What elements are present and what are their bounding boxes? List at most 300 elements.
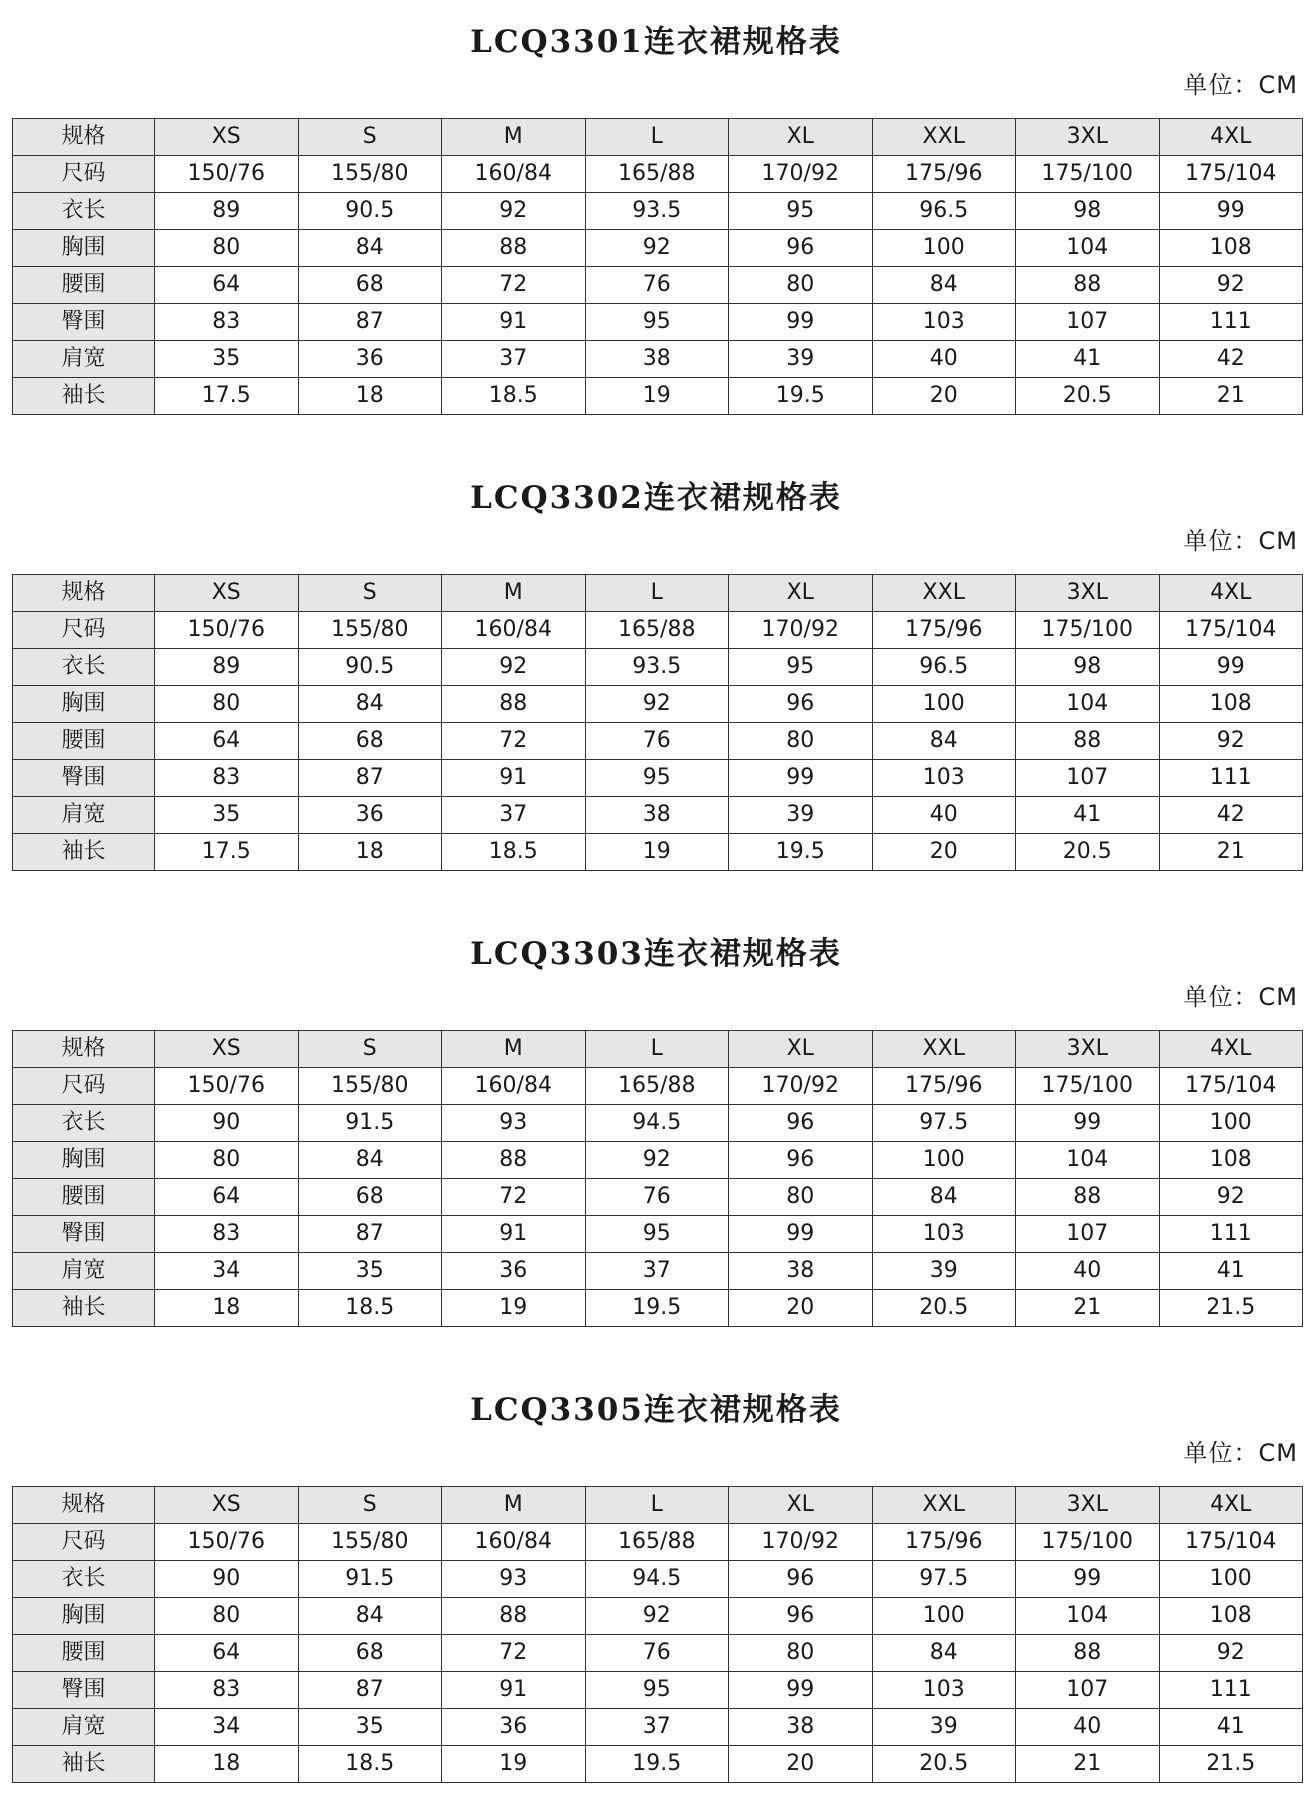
size-header-cell: XS [155,1031,299,1068]
size-header-cell: 3XL [1016,119,1160,156]
value-cell: 99 [1159,193,1303,230]
row-label-cell: 腰围 [13,723,155,760]
row-label-cell: 臀围 [13,304,155,341]
value-cell: 99 [729,1216,873,1253]
value-cell: 104 [1016,1598,1160,1635]
table-row [13,230,1303,267]
value-cell: 38 [585,797,729,834]
value-cell: 175/100 [1016,1068,1160,1105]
value-cell: 92 [585,1142,729,1179]
value-cell: 37 [442,341,586,378]
table-row [13,1635,1303,1672]
value-cell: 155/80 [298,1524,442,1561]
value-cell: 68 [298,1635,442,1672]
value-cell: 40 [1016,1709,1160,1746]
spec-table [12,1486,1303,1783]
value-cell: 111 [1159,1216,1303,1253]
value-cell: 100 [1159,1561,1303,1598]
value-cell: 20 [872,378,1016,415]
value-cell: 21 [1016,1746,1160,1783]
value-cell: 18.5 [442,378,586,415]
value-cell: 165/88 [585,1068,729,1105]
size-header-cell: L [585,1487,729,1524]
size-header-cell: L [585,1031,729,1068]
value-cell: 103 [872,304,1016,341]
value-cell: 20.5 [1016,378,1160,415]
value-cell: 76 [585,267,729,304]
row-label-cell: 衣长 [13,193,155,230]
value-cell: 100 [1159,1105,1303,1142]
table-row [13,649,1303,686]
row-label-cell: 腰围 [13,1635,155,1672]
value-cell: 95 [585,1672,729,1709]
row-label-cell: 腰围 [13,267,155,304]
table-header-row [13,575,1303,612]
value-cell: 165/88 [585,156,729,193]
value-cell: 104 [1016,686,1160,723]
value-cell: 92 [585,686,729,723]
value-cell: 175/104 [1159,1068,1303,1105]
value-cell: 92 [1159,267,1303,304]
table-header-row [13,119,1303,156]
value-cell: 108 [1159,230,1303,267]
value-cell: 99 [1016,1105,1160,1142]
size-header-cell: XXL [872,1487,1016,1524]
row-label-cell: 袖长 [13,1290,155,1327]
table-row [13,1524,1303,1561]
value-cell: 175/104 [1159,1524,1303,1561]
value-cell: 90.5 [298,649,442,686]
row-label-cell: 尺码 [13,1524,155,1561]
value-cell: 108 [1159,1142,1303,1179]
value-cell: 72 [442,723,586,760]
table-row [13,723,1303,760]
value-cell: 175/100 [1016,1524,1160,1561]
unit-label: 单位：CM [1183,71,1298,99]
value-cell: 80 [155,1142,299,1179]
value-cell: 92 [442,649,586,686]
value-cell: 150/76 [155,1068,299,1105]
table-title: LCQ3305连衣裙规格表 [470,1392,842,1428]
value-cell: 20.5 [872,1290,1016,1327]
value-cell: 88 [1016,723,1160,760]
value-cell: 64 [155,1179,299,1216]
value-cell: 97.5 [872,1561,1016,1598]
row-label-cell: 臀围 [13,760,155,797]
table-row [13,156,1303,193]
value-cell: 91 [442,1216,586,1253]
size-header-cell: S [298,1487,442,1524]
value-cell: 76 [585,1179,729,1216]
value-cell: 20 [729,1290,873,1327]
row-label-cell: 胸围 [13,1598,155,1635]
value-cell: 36 [442,1709,586,1746]
value-cell: 92 [585,230,729,267]
value-cell: 160/84 [442,1524,586,1561]
value-cell: 84 [298,230,442,267]
table-row [13,341,1303,378]
value-cell: 35 [298,1709,442,1746]
value-cell: 165/88 [585,1524,729,1561]
table-title: LCQ3301连衣裙规格表 [470,24,842,60]
value-cell: 175/96 [872,612,1016,649]
spec-table [12,574,1303,871]
value-cell: 91.5 [298,1561,442,1598]
value-cell: 38 [585,341,729,378]
header-label-cell: 规格 [13,119,155,156]
value-cell: 19.5 [729,378,873,415]
value-cell: 80 [729,723,873,760]
unit-label: 单位：CM [1183,983,1298,1011]
value-cell: 170/92 [729,1068,873,1105]
table-row [13,797,1303,834]
value-cell: 84 [872,723,1016,760]
value-cell: 21 [1016,1290,1160,1327]
row-label-cell: 臀围 [13,1672,155,1709]
size-header-cell: XL [729,1031,873,1068]
value-cell: 90 [155,1561,299,1598]
value-cell: 100 [872,686,1016,723]
value-cell: 39 [729,341,873,378]
value-cell: 92 [585,1598,729,1635]
value-cell: 42 [1159,797,1303,834]
value-cell: 35 [298,1253,442,1290]
value-cell: 37 [585,1253,729,1290]
value-cell: 41 [1159,1253,1303,1290]
row-label-cell: 肩宽 [13,1709,155,1746]
value-cell: 41 [1159,1709,1303,1746]
size-header-cell: XXL [872,119,1016,156]
value-cell: 64 [155,1635,299,1672]
size-header-cell: M [442,119,586,156]
header-label-cell: 规格 [13,575,155,612]
value-cell: 95 [585,304,729,341]
value-cell: 91 [442,760,586,797]
size-header-cell: 4XL [1159,119,1303,156]
value-cell: 88 [1016,267,1160,304]
size-header-cell: XS [155,1487,299,1524]
value-cell: 100 [872,230,1016,267]
value-cell: 17.5 [155,834,299,871]
value-cell: 84 [872,1635,1016,1672]
row-label-cell: 衣长 [13,649,155,686]
table-row [13,1179,1303,1216]
value-cell: 40 [872,341,1016,378]
value-cell: 175/96 [872,1524,1016,1561]
size-header-cell: XXL [872,1031,1016,1068]
value-cell: 93 [442,1561,586,1598]
value-cell: 68 [298,1179,442,1216]
table-header-row [13,1031,1303,1068]
value-cell: 21.5 [1159,1290,1303,1327]
size-header-cell: M [442,1487,586,1524]
value-cell: 175/104 [1159,612,1303,649]
value-cell: 37 [585,1709,729,1746]
value-cell: 95 [729,649,873,686]
value-cell: 84 [872,1179,1016,1216]
table-row [13,1561,1303,1598]
row-label-cell: 袖长 [13,834,155,871]
value-cell: 84 [298,1142,442,1179]
value-cell: 96 [729,1561,873,1598]
size-header-cell: 4XL [1159,1487,1303,1524]
value-cell: 91 [442,304,586,341]
size-header-cell: XL [729,1487,873,1524]
value-cell: 92 [1159,723,1303,760]
value-cell: 160/84 [442,156,586,193]
value-cell: 39 [872,1709,1016,1746]
value-cell: 96 [729,1598,873,1635]
value-cell: 18.5 [298,1746,442,1783]
table-row [13,378,1303,415]
table-header-row [13,1487,1303,1524]
value-cell: 95 [729,193,873,230]
size-header-cell: L [585,119,729,156]
table-row [13,612,1303,649]
spec-table [12,118,1303,415]
table-row [13,1253,1303,1290]
table-row [13,1672,1303,1709]
value-cell: 36 [298,341,442,378]
value-cell: 84 [298,1598,442,1635]
value-cell: 100 [872,1142,1016,1179]
value-cell: 104 [1016,1142,1160,1179]
value-cell: 96.5 [872,193,1016,230]
value-cell: 41 [1016,341,1160,378]
size-header-cell: L [585,575,729,612]
value-cell: 91 [442,1672,586,1709]
table-row [13,760,1303,797]
value-cell: 21 [1159,834,1303,871]
value-cell: 19.5 [585,1290,729,1327]
value-cell: 80 [155,1598,299,1635]
row-label-cell: 袖长 [13,1746,155,1783]
value-cell: 41 [1016,797,1160,834]
row-label-cell: 尺码 [13,1068,155,1105]
value-cell: 175/100 [1016,156,1160,193]
value-cell: 21.5 [1159,1746,1303,1783]
value-cell: 108 [1159,686,1303,723]
unit-label: 单位：CM [1183,1439,1298,1467]
value-cell: 99 [729,1672,873,1709]
row-label-cell: 胸围 [13,230,155,267]
size-header-cell: M [442,575,586,612]
value-cell: 92 [1159,1635,1303,1672]
value-cell: 80 [155,686,299,723]
value-cell: 20 [729,1746,873,1783]
value-cell: 175/96 [872,1068,1016,1105]
value-cell: 68 [298,267,442,304]
value-cell: 40 [872,797,1016,834]
value-cell: 92 [442,193,586,230]
value-cell: 111 [1159,760,1303,797]
value-cell: 175/104 [1159,156,1303,193]
value-cell: 107 [1016,1672,1160,1709]
value-cell: 19 [585,378,729,415]
value-cell: 97.5 [872,1105,1016,1142]
value-cell: 72 [442,1179,586,1216]
value-cell: 76 [585,723,729,760]
value-cell: 150/76 [155,612,299,649]
value-cell: 88 [442,1142,586,1179]
value-cell: 95 [585,760,729,797]
value-cell: 64 [155,267,299,304]
header-label-cell: 规格 [13,1487,155,1524]
value-cell: 100 [872,1598,1016,1635]
value-cell: 37 [442,797,586,834]
table-row [13,304,1303,341]
value-cell: 34 [155,1709,299,1746]
value-cell: 19 [585,834,729,871]
row-label-cell: 肩宽 [13,341,155,378]
value-cell: 80 [729,1635,873,1672]
table-title: LCQ3303连衣裙规格表 [470,936,842,972]
value-cell: 40 [1016,1253,1160,1290]
value-cell: 18 [155,1746,299,1783]
size-header-cell: 3XL [1016,1031,1160,1068]
value-cell: 83 [155,304,299,341]
row-label-cell: 臀围 [13,1216,155,1253]
table-row [13,1598,1303,1635]
table-row [13,834,1303,871]
size-header-cell: 4XL [1159,1031,1303,1068]
value-cell: 39 [872,1253,1016,1290]
value-cell: 89 [155,649,299,686]
value-cell: 96 [729,1142,873,1179]
unit-label: 单位：CM [1183,527,1298,555]
value-cell: 93.5 [585,193,729,230]
value-cell: 107 [1016,304,1160,341]
spec-table [12,1030,1303,1327]
value-cell: 83 [155,1672,299,1709]
size-header-cell: 4XL [1159,575,1303,612]
size-header-cell: XS [155,119,299,156]
table-row [13,1142,1303,1179]
value-cell: 64 [155,723,299,760]
value-cell: 72 [442,267,586,304]
value-cell: 18.5 [298,1290,442,1327]
value-cell: 20.5 [872,1746,1016,1783]
value-cell: 19 [442,1290,586,1327]
size-header-cell: XS [155,575,299,612]
table-title: LCQ3302连衣裙规格表 [470,480,842,516]
row-label-cell: 尺码 [13,612,155,649]
value-cell: 88 [1016,1635,1160,1672]
table-row [13,1216,1303,1253]
value-cell: 92 [1159,1179,1303,1216]
value-cell: 96 [729,1105,873,1142]
value-cell: 21 [1159,378,1303,415]
size-header-cell: 3XL [1016,1487,1160,1524]
value-cell: 98 [1016,193,1160,230]
size-header-cell: XL [729,575,873,612]
value-cell: 111 [1159,1672,1303,1709]
table-row [13,1290,1303,1327]
value-cell: 88 [1016,1179,1160,1216]
value-cell: 88 [442,1598,586,1635]
row-label-cell: 衣长 [13,1105,155,1142]
value-cell: 103 [872,1216,1016,1253]
table-row [13,193,1303,230]
value-cell: 18 [298,378,442,415]
value-cell: 83 [155,760,299,797]
value-cell: 84 [872,267,1016,304]
value-cell: 103 [872,1672,1016,1709]
value-cell: 104 [1016,230,1160,267]
value-cell: 38 [729,1253,873,1290]
value-cell: 80 [729,1179,873,1216]
table-row [13,686,1303,723]
value-cell: 175/96 [872,156,1016,193]
value-cell: 87 [298,1672,442,1709]
value-cell: 36 [442,1253,586,1290]
value-cell: 98 [1016,649,1160,686]
header-label-cell: 规格 [13,1031,155,1068]
size-header-cell: XL [729,119,873,156]
value-cell: 90 [155,1105,299,1142]
value-cell: 68 [298,723,442,760]
value-cell: 18.5 [442,834,586,871]
size-header-cell: 3XL [1016,575,1160,612]
value-cell: 20.5 [1016,834,1160,871]
value-cell: 20 [872,834,1016,871]
value-cell: 18 [155,1290,299,1327]
value-cell: 87 [298,304,442,341]
table-row [13,267,1303,304]
value-cell: 91.5 [298,1105,442,1142]
value-cell: 99 [729,760,873,797]
value-cell: 155/80 [298,156,442,193]
size-header-cell: S [298,1031,442,1068]
value-cell: 84 [298,686,442,723]
value-cell: 150/76 [155,156,299,193]
value-cell: 96.5 [872,649,1016,686]
size-header-cell: S [298,119,442,156]
row-label-cell: 袖长 [13,378,155,415]
value-cell: 35 [155,341,299,378]
row-label-cell: 肩宽 [13,797,155,834]
value-cell: 39 [729,797,873,834]
value-cell: 108 [1159,1598,1303,1635]
table-row [13,1105,1303,1142]
row-label-cell: 尺码 [13,156,155,193]
row-label-cell: 胸围 [13,686,155,723]
value-cell: 96 [729,230,873,267]
value-cell: 17.5 [155,378,299,415]
value-cell: 170/92 [729,1524,873,1561]
value-cell: 93.5 [585,649,729,686]
row-label-cell: 腰围 [13,1179,155,1216]
value-cell: 88 [442,230,586,267]
row-label-cell: 衣长 [13,1561,155,1598]
value-cell: 155/80 [298,1068,442,1105]
value-cell: 99 [1159,649,1303,686]
value-cell: 170/92 [729,156,873,193]
value-cell: 18 [298,834,442,871]
value-cell: 103 [872,760,1016,797]
table-row [13,1709,1303,1746]
value-cell: 42 [1159,341,1303,378]
value-cell: 87 [298,760,442,797]
value-cell: 96 [729,686,873,723]
table-row [13,1746,1303,1783]
value-cell: 90.5 [298,193,442,230]
row-label-cell: 肩宽 [13,1253,155,1290]
value-cell: 94.5 [585,1105,729,1142]
value-cell: 87 [298,1216,442,1253]
value-cell: 160/84 [442,1068,586,1105]
value-cell: 94.5 [585,1561,729,1598]
